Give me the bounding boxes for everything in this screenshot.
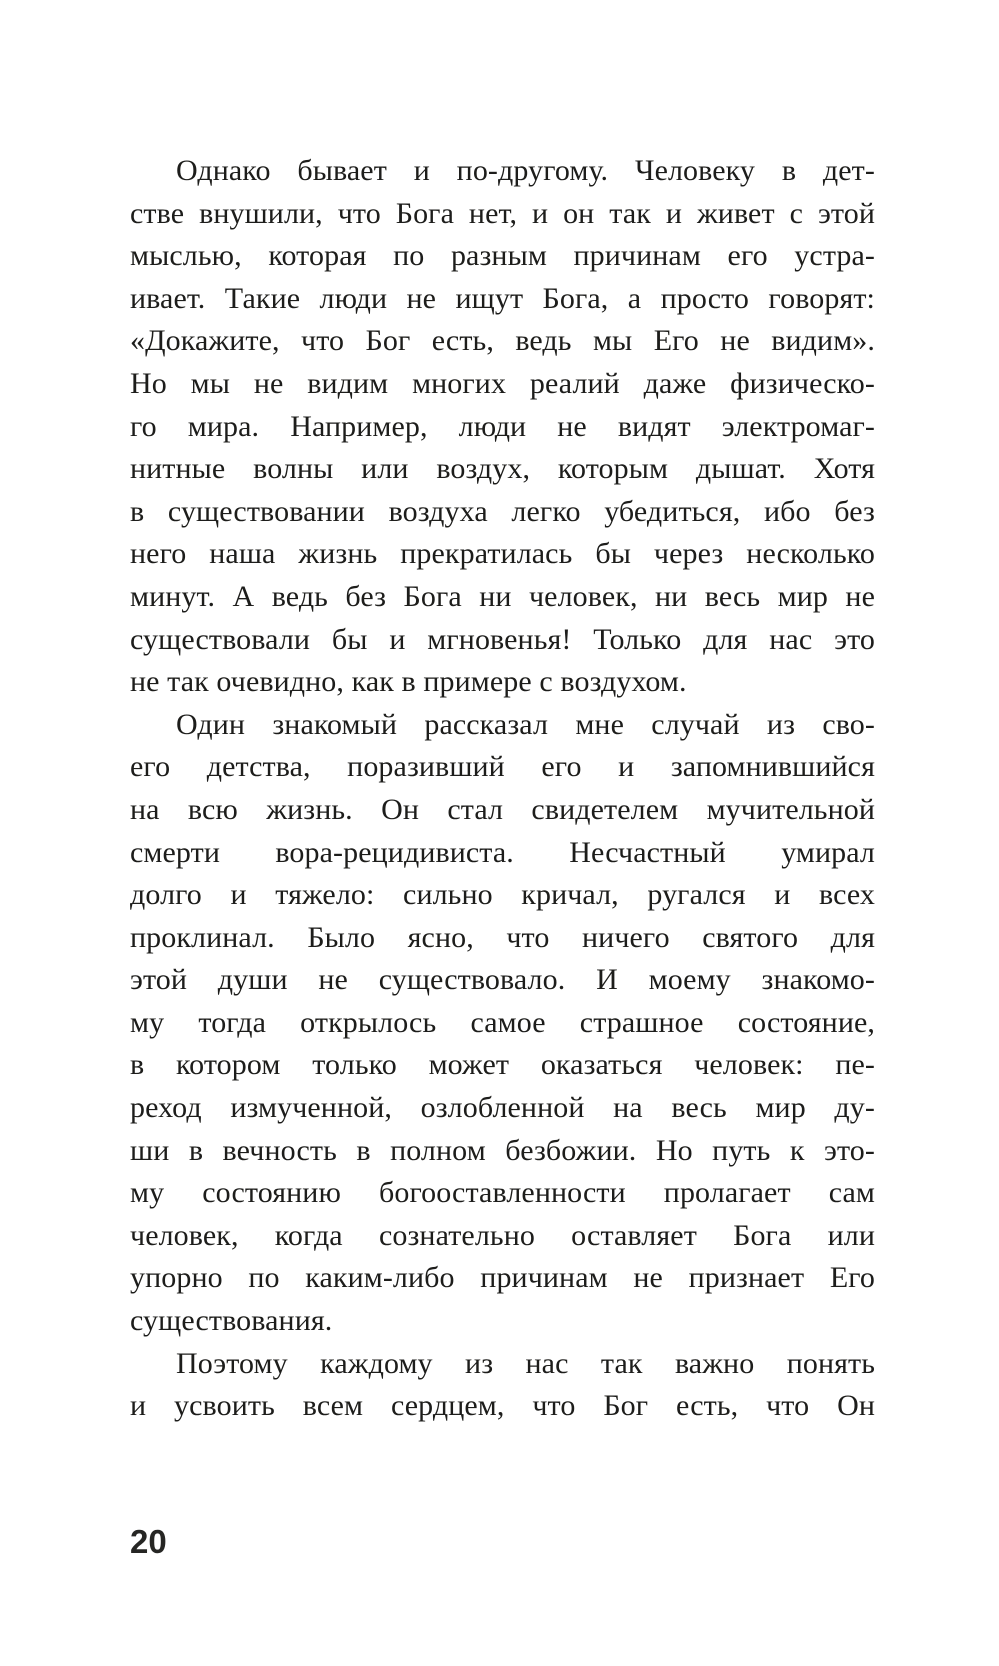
text-line: человек, когда сознательно оставляет Бога или [130, 1218, 875, 1252]
text-line: ши в вечность в полном безбожии. Но путь к это- [130, 1133, 875, 1167]
text-line: смерти вора-рецидивиста. Несчастный умирал [130, 835, 875, 869]
text-line: упорно по каким-либо причинам не признает Его [130, 1261, 875, 1295]
text-line: нитные волны или воздух, которым дышат. Хотя [130, 452, 875, 486]
text-line: мыслью, которая по разным причинам его устра- [130, 239, 875, 273]
text-line: минут. А ведь без Бога ни человек, ни весь мир не [130, 579, 875, 613]
text-line: долго и тяжело: сильно кричал, ругался и всех [130, 878, 875, 912]
text-line: этой души не существовало. И моему знакомо- [130, 963, 875, 997]
text-line: ивает. Такие люди не ищут Бога, а просто говорят: [130, 281, 875, 315]
text-line: существования. [130, 1304, 333, 1338]
text-line: «Докажите, что Бог есть, ведь мы Его не видим». [130, 324, 875, 358]
text-line: му состоянию богооставленности пролагает сам [130, 1176, 875, 1210]
text-line: в котором только может оказаться человек: пе- [130, 1048, 875, 1082]
text-line: Поэтому каждому из нас так важно понять [176, 1346, 875, 1380]
body-text [130, 150, 875, 1428]
text-line: му тогда открылось самое страшное состояние, [130, 1005, 875, 1039]
paragraph [130, 150, 875, 704]
text-line: не так очевидно, как в примере с воздухом. [130, 665, 687, 699]
page-number: 20 [130, 1523, 167, 1560]
paragraph [130, 1343, 875, 1428]
text-line: проклинал. Было ясно, что ничего святого для [130, 920, 875, 954]
text-line: го мира. Например, люди не видят электромаг- [130, 409, 875, 443]
text-line: Но мы не видим многих реалий даже физическо- [130, 366, 875, 400]
text-line: его детства, поразивший его и запомнившийся [130, 750, 875, 784]
text-line: стве внушили, что Бога нет, и он так и живет с этой [130, 196, 875, 230]
paragraph [130, 704, 875, 1343]
text-line: реход измученной, озлобленной на весь мир ду- [130, 1091, 875, 1125]
text-line: Однако бывает и по-другому. Человеку в дет- [176, 154, 875, 187]
text-line: Один знакомый рассказал мне случай из сво- [176, 707, 875, 741]
text-line: него наша жизнь прекратилась бы через несколько [130, 537, 875, 571]
text-line: существовали бы и мгновенья! Только для нас это [130, 622, 875, 656]
text-line: на всю жизнь. Он стал свидетелем мучительной [130, 792, 875, 826]
text-line: в существовании воздуха легко убедиться, ибо без [130, 494, 875, 528]
text-line: и усвоить всем сердцем, что Бог есть, что Он [130, 1389, 875, 1423]
